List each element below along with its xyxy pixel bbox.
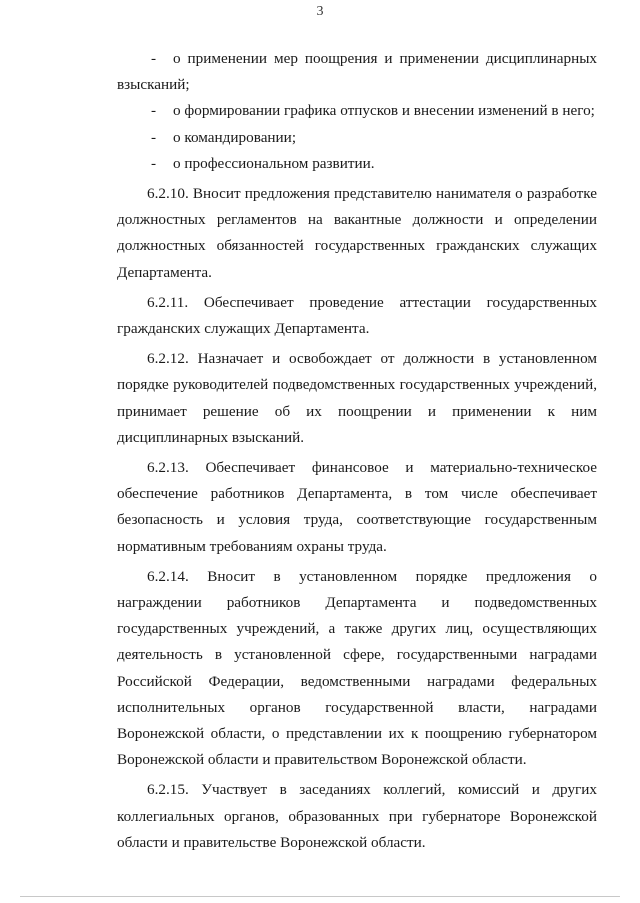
- bullet-item: [117, 125, 597, 151]
- bullet-item: [117, 46, 597, 98]
- bullet-dash: -: [151, 154, 157, 172]
- bullet-dash: -: [151, 50, 157, 67]
- paragraph-6-2-15: 6.2.15. Участвует в заседаниях коллегий, комиссий и других коллегиальных органов, образованных при губернаторе Воронежской области и правительстве Воронежской области.: [117, 781, 597, 851]
- paragraph-6-2-14: 6.2.14. Вносит в установленном порядке предложения о награждении работников Департамента и подведомственных государственных учреждений, а также других лиц, осуществляющих деятельность в установленной сфере, государственными наградами Российской Федерации, ведомственными наградами федеральных исполнительных органов государственной власти, наградами Воронежской области, о представлении их к поощрению губернатором Воронежской области и правительством Воронежской области.: [117, 567, 597, 769]
- bullet-text: о командировании;: [173, 128, 297, 146]
- bullet-item: [117, 98, 597, 124]
- bullet-text: о профессиональном развитии.: [173, 154, 375, 172]
- paragraph-6-2-13: 6.2.13. Обеспечивает финансовое и материально-техническое обеспечение работников Департамента, в том числе обеспечивает безопасность и условия труда, соответствующие государственным нормативным требованиям охраны труда.: [117, 459, 597, 555]
- bullet-item: [117, 151, 597, 177]
- bullet-dash: -: [151, 102, 157, 120]
- page-number: 3: [316, 4, 324, 19]
- page-bottom-edge: [20, 896, 620, 897]
- paragraph-6-2-10: 6.2.10. Вносит предложения представителю нанимателя о разработке должностных регламентов на вакантные должности и определении должностных обязанностей государственных гражданских служащих Департамента.: [117, 185, 597, 281]
- paragraph-6-2-12: 6.2.12. Назначает и освобождает от должности в установленном порядке руководителей подведомственных государственных учреждений, принимает решение об их поощрении и применении к ним дисциплинарных взысканий.: [117, 350, 597, 446]
- bullet-text: о формировании графика отпусков и внесении изменений в него;: [173, 102, 595, 120]
- document-body: [117, 46, 597, 856]
- paragraph-6-2-11: 6.2.11. Обеспечивает проведение аттестации государственных гражданских служащих Департамента.: [117, 293, 597, 338]
- bullet-text: о применении мер поощрения и применении дисциплинарных взысканий;: [117, 50, 597, 94]
- bullet-dash: -: [151, 128, 157, 146]
